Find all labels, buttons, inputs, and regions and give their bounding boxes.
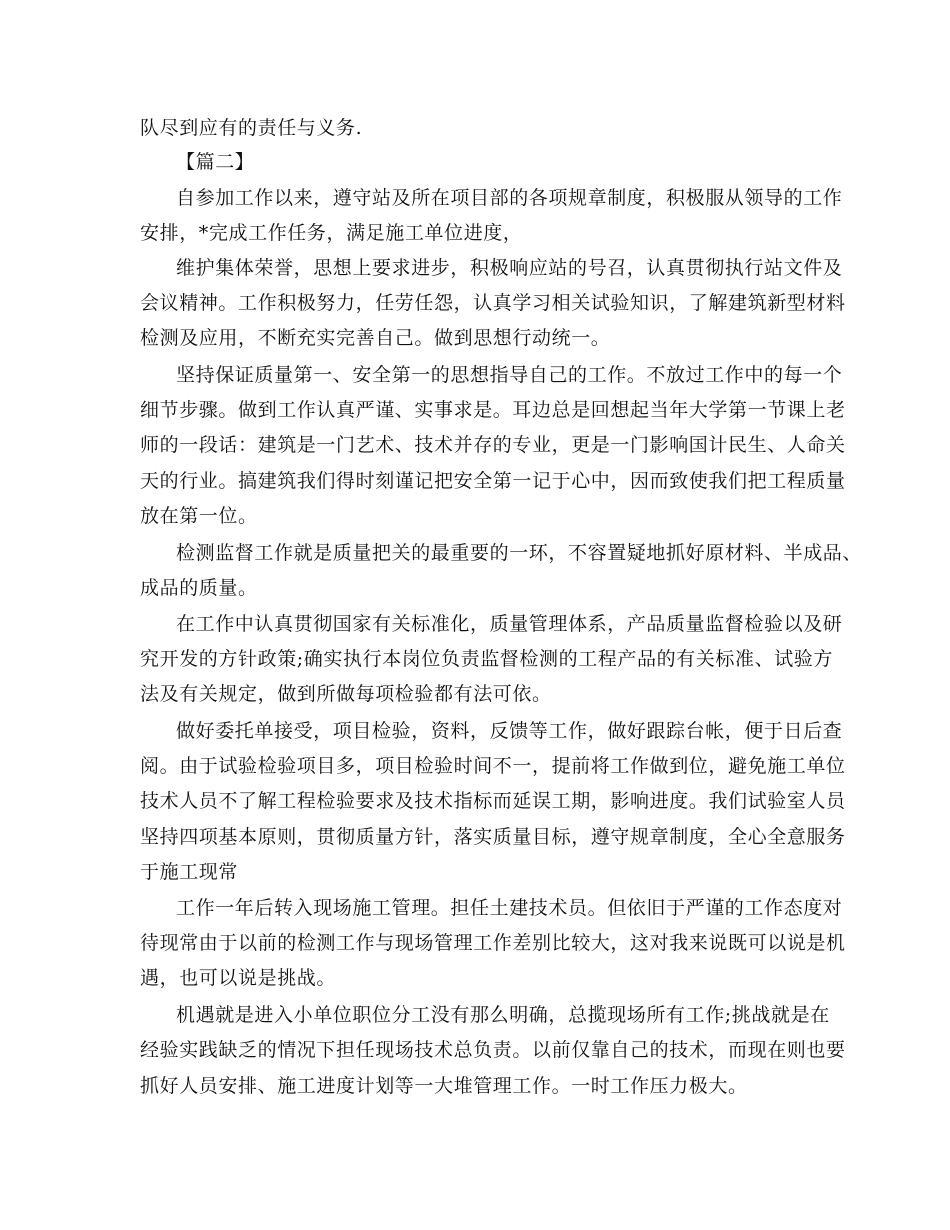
text-line: 坚持保证质量第一、安全第一的思想指导自己的工作。不放过工作中的每一个 — [176, 364, 843, 386]
text-line: 成品的质量。 — [140, 577, 258, 599]
text-line: 在工作中认真贯彻国家有关标准化，质量管理体系，产品质量监督检验以及研 — [176, 613, 843, 635]
section-heading: 【篇二】 — [176, 151, 255, 173]
text-line: 安排，*完成工作任务，满足施工单位进度， — [140, 222, 523, 244]
text-line: 阅。由于试验检验项目多，项目检验时间不一，提前将工作做到位，避免施工单位 — [140, 755, 846, 777]
text-line: 究开发的方针政策;确实执行本岗位负责监督检测的工程产品的有关标准、试验方 — [140, 648, 834, 670]
text-line: 放在第一位。 — [140, 505, 258, 527]
text-line: 于施工现常 — [140, 861, 239, 883]
text-line: 技术人员不了解工程检验要求及技术指标而延误工期，影响进度。我们试验室人员 — [140, 790, 846, 812]
text-line: 维护集体荣誉，思想上要求进步，积极响应站的号召，认真贯彻执行站文件及 — [176, 257, 843, 279]
text-line: 天的行业。搞建筑我们得时刻谨记把安全第一记于心中，因而致使我们把工程质量 — [140, 470, 846, 492]
text-line: 遇，也可以说是挑战。 — [140, 967, 337, 989]
text-line: 检测监督工作就是质量把关的最重要的一环，不容置疑地抓好原材料、半成品、 — [176, 542, 863, 564]
text-line: 工作一年后转入现场施工管理。担任土建技术员。但依旧于严谨的工作态度对 — [176, 897, 843, 919]
text-line: 师的一段话：建筑是一门艺术、技术并存的专业，更是一门影响国计民生、人命关 — [140, 434, 846, 456]
text-line: 做好委托单接受，项目检验，资料，反馈等工作，做好跟踪台帐，便于日后查 — [176, 720, 843, 742]
text-line: 抓好人员安排、施工进度计划等一大堆管理工作。一时工作压力极大。 — [140, 1075, 748, 1097]
text-line: 法及有关规定，做到所做每项检验都有法可依。 — [140, 683, 552, 705]
text-line: 会议精神。工作积极努力，任劳任怨，认真学习相关试验知识，了解建筑新型材料 — [140, 292, 846, 314]
text-line: 机遇就是进入小单位职位分工没有那么明确，总揽现场所有工作;挑战就是在 — [176, 1004, 830, 1026]
text-line: 检测及应用，不断充实完善自己。做到思想行动统一。 — [140, 327, 611, 349]
text-line: 细节步骤。做到工作认真严谨、实事求是。耳边总是回想起当年大学第一节课上老 — [140, 399, 846, 421]
text-line: 队尽到应有的责任与义务. — [140, 117, 363, 139]
text-line: 坚持四项基本原则，贯彻质量方针，落实质量目标，遵守规章制度，全心全意服务 — [140, 826, 846, 848]
text-line: 自参加工作以来，遵守站及所在项目部的各项规章制度，积极服从领导的工作 — [176, 187, 843, 209]
text-line: 经验实践缺乏的情况下担任现场技术总负责。以前仅靠自己的技术，而现在则也要 — [140, 1039, 846, 1061]
text-line: 待现常由于以前的检测工作与现场管理工作差别比较大，这对我来说既可以说是机 — [140, 932, 846, 954]
